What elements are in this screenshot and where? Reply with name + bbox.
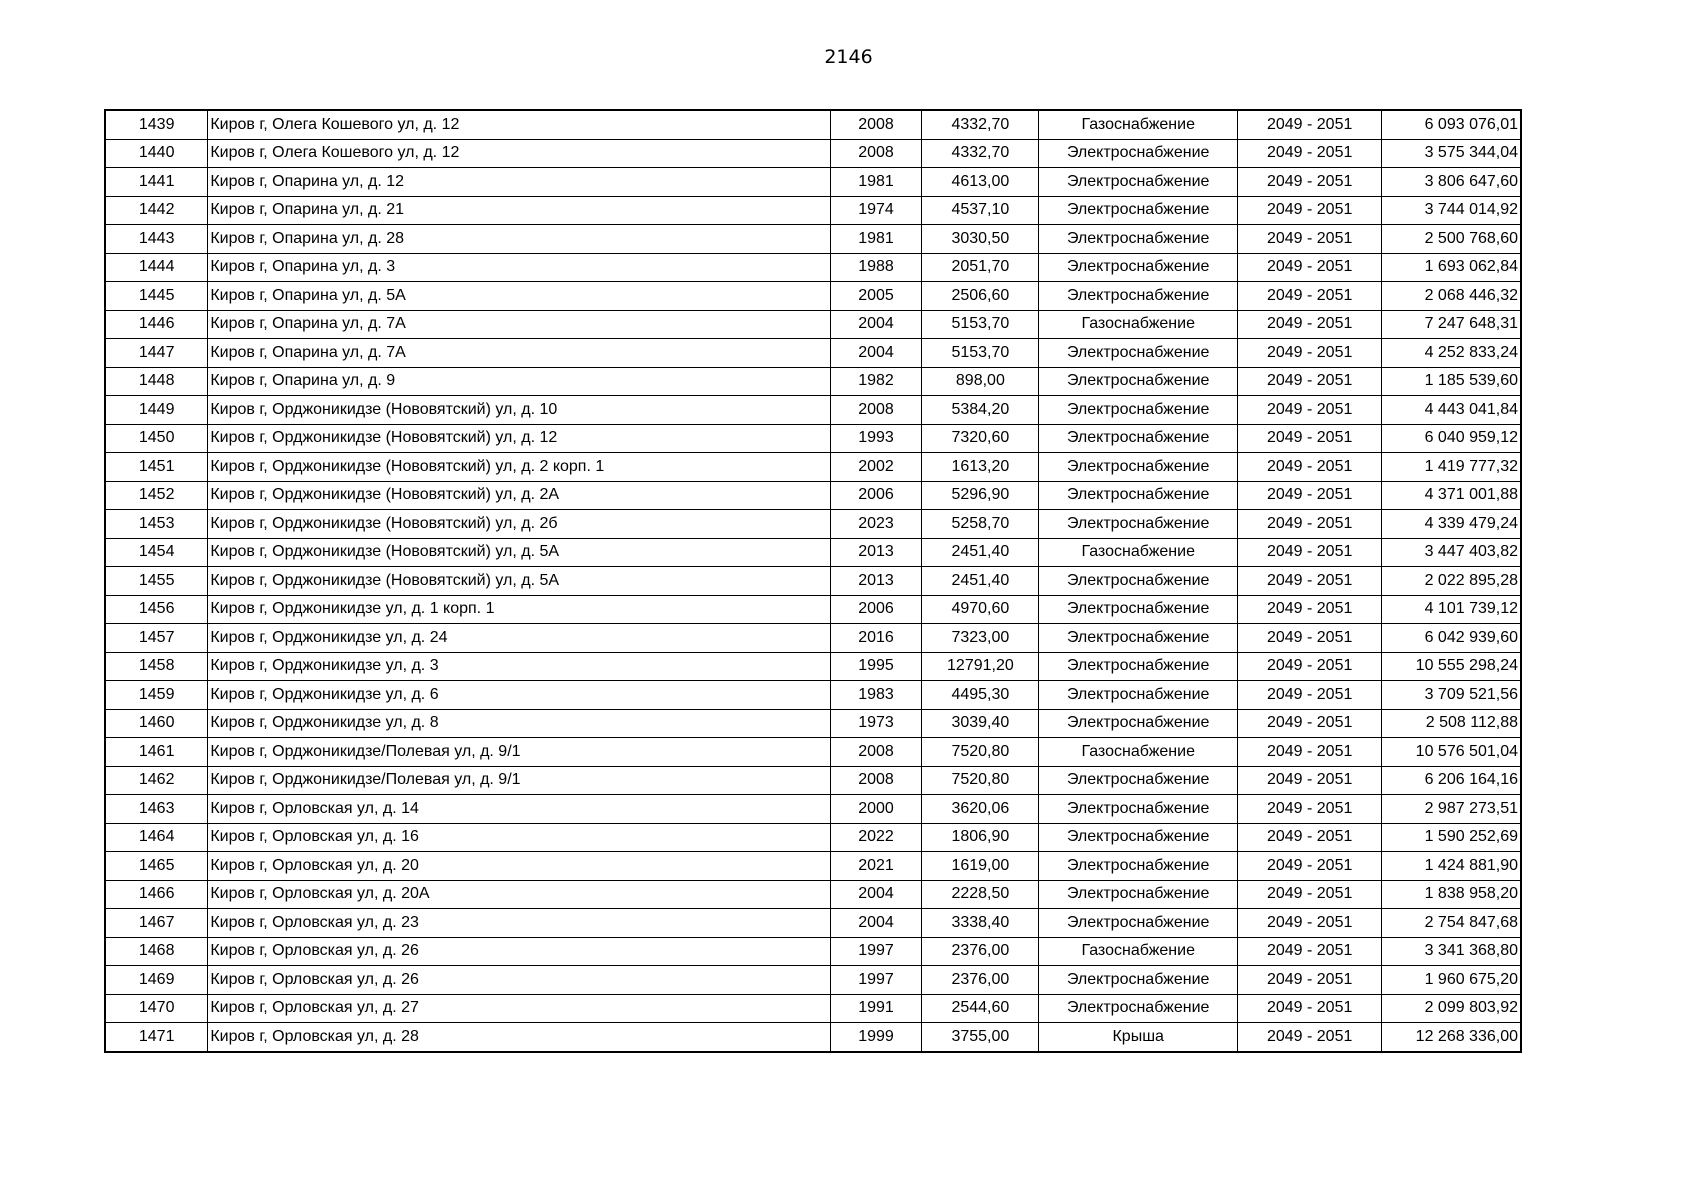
repair-schedule-table	[104, 109, 1522, 1053]
period-cell: 2049 - 2051	[1238, 339, 1382, 368]
table-row	[105, 453, 1521, 482]
address-cell: Киров г, Орловская ул, д. 20	[208, 852, 830, 881]
row-number-cell: 1441	[105, 168, 208, 197]
table-row	[105, 510, 1521, 539]
table-row	[105, 823, 1521, 852]
period-cell: 2049 - 2051	[1238, 510, 1382, 539]
table-row	[105, 766, 1521, 795]
area-cell: 898,00	[922, 367, 1039, 396]
address-cell: Киров г, Орловская ул, д. 27	[208, 994, 830, 1023]
year-cell: 2008	[830, 396, 922, 425]
table-row	[105, 424, 1521, 453]
work-type-cell: Электроснабжение	[1039, 396, 1238, 425]
row-number-cell: 1451	[105, 453, 208, 482]
work-type-cell: Электроснабжение	[1039, 852, 1238, 881]
work-type-cell: Электроснабжение	[1039, 567, 1238, 596]
year-cell: 2008	[830, 738, 922, 767]
work-type-cell: Электроснабжение	[1039, 624, 1238, 653]
year-cell: 1981	[830, 168, 922, 197]
cost-cell: 2 987 273,51	[1382, 795, 1521, 824]
cost-cell: 6 206 164,16	[1382, 766, 1521, 795]
address-cell: Киров г, Орловская ул, д. 28	[208, 1023, 830, 1052]
area-cell: 1806,90	[922, 823, 1039, 852]
address-cell: Киров г, Орджоникидзе ул, д. 8	[208, 709, 830, 738]
period-cell: 2049 - 2051	[1238, 396, 1382, 425]
year-cell: 1997	[830, 966, 922, 995]
table-row	[105, 367, 1521, 396]
address-cell: Киров г, Опарина ул, д. 28	[208, 225, 830, 254]
cost-cell: 4 371 001,88	[1382, 481, 1521, 510]
year-cell: 1993	[830, 424, 922, 453]
row-number-cell: 1455	[105, 567, 208, 596]
area-cell: 5258,70	[922, 510, 1039, 539]
year-cell: 2000	[830, 795, 922, 824]
address-cell: Киров г, Опарина ул, д. 7А	[208, 339, 830, 368]
period-cell: 2049 - 2051	[1238, 766, 1382, 795]
table-row	[105, 937, 1521, 966]
period-cell: 2049 - 2051	[1238, 738, 1382, 767]
area-cell: 2228,50	[922, 880, 1039, 909]
area-cell: 3755,00	[922, 1023, 1039, 1052]
period-cell: 2049 - 2051	[1238, 880, 1382, 909]
work-type-cell: Электроснабжение	[1039, 424, 1238, 453]
row-number-cell: 1458	[105, 652, 208, 681]
cost-cell: 2 022 895,28	[1382, 567, 1521, 596]
work-type-cell: Электроснабжение	[1039, 909, 1238, 938]
area-cell: 4332,70	[922, 110, 1039, 139]
period-cell: 2049 - 2051	[1238, 253, 1382, 282]
area-cell: 5384,20	[922, 396, 1039, 425]
address-cell: Киров г, Орджоникидзе ул, д. 24	[208, 624, 830, 653]
address-cell: Киров г, Орджоникидзе (Нововятский) ул, д. 5А	[208, 538, 830, 567]
period-cell: 2049 - 2051	[1238, 139, 1382, 168]
row-number-cell: 1442	[105, 196, 208, 225]
year-cell: 2004	[830, 339, 922, 368]
row-number-cell: 1449	[105, 396, 208, 425]
cost-cell: 2 099 803,92	[1382, 994, 1521, 1023]
table-row	[105, 282, 1521, 311]
row-number-cell: 1447	[105, 339, 208, 368]
area-cell: 2051,70	[922, 253, 1039, 282]
area-cell: 3620,06	[922, 795, 1039, 824]
table-row	[105, 709, 1521, 738]
address-cell: Киров г, Опарина ул, д. 12	[208, 168, 830, 197]
address-cell: Киров г, Опарина ул, д. 5А	[208, 282, 830, 311]
work-type-cell: Электроснабжение	[1039, 282, 1238, 311]
cost-cell: 1 185 539,60	[1382, 367, 1521, 396]
period-cell: 2049 - 2051	[1238, 937, 1382, 966]
table-row	[105, 110, 1521, 139]
work-type-cell: Электроснабжение	[1039, 795, 1238, 824]
table-row	[105, 624, 1521, 653]
row-number-cell: 1471	[105, 1023, 208, 1052]
page-number: 2146	[824, 46, 873, 68]
area-cell: 4537,10	[922, 196, 1039, 225]
work-type-cell: Электроснабжение	[1039, 681, 1238, 710]
cost-cell: 3 744 014,92	[1382, 196, 1521, 225]
work-type-cell: Электроснабжение	[1039, 139, 1238, 168]
table-row	[105, 225, 1521, 254]
year-cell: 1995	[830, 652, 922, 681]
row-number-cell: 1460	[105, 709, 208, 738]
period-cell: 2049 - 2051	[1238, 453, 1382, 482]
address-cell: Киров г, Орджоникидзе ул, д. 6	[208, 681, 830, 710]
row-number-cell: 1450	[105, 424, 208, 453]
period-cell: 2049 - 2051	[1238, 709, 1382, 738]
period-cell: 2049 - 2051	[1238, 110, 1382, 139]
area-cell: 2506,60	[922, 282, 1039, 311]
row-number-cell: 1459	[105, 681, 208, 710]
year-cell: 2004	[830, 909, 922, 938]
year-cell: 2016	[830, 624, 922, 653]
table-row	[105, 139, 1521, 168]
row-number-cell: 1467	[105, 909, 208, 938]
period-cell: 2049 - 2051	[1238, 852, 1382, 881]
address-cell: Киров г, Орловская ул, д. 14	[208, 795, 830, 824]
area-cell: 2376,00	[922, 937, 1039, 966]
row-number-cell: 1462	[105, 766, 208, 795]
period-cell: 2049 - 2051	[1238, 282, 1382, 311]
work-type-cell: Электроснабжение	[1039, 453, 1238, 482]
period-cell: 2049 - 2051	[1238, 196, 1382, 225]
cost-cell: 1 838 958,20	[1382, 880, 1521, 909]
period-cell: 2049 - 2051	[1238, 795, 1382, 824]
area-cell: 7520,80	[922, 766, 1039, 795]
row-number-cell: 1469	[105, 966, 208, 995]
table-row	[105, 795, 1521, 824]
cost-cell: 4 443 041,84	[1382, 396, 1521, 425]
table-row	[105, 310, 1521, 339]
cost-cell: 10 555 298,24	[1382, 652, 1521, 681]
cost-cell: 7 247 648,31	[1382, 310, 1521, 339]
address-cell: Киров г, Орджоникидзе ул, д. 1 корп. 1	[208, 595, 830, 624]
row-number-cell: 1440	[105, 139, 208, 168]
period-cell: 2049 - 2051	[1238, 652, 1382, 681]
cost-cell: 10 576 501,04	[1382, 738, 1521, 767]
row-number-cell: 1457	[105, 624, 208, 653]
cost-cell: 3 447 403,82	[1382, 538, 1521, 567]
year-cell: 1991	[830, 994, 922, 1023]
table-row	[105, 1023, 1521, 1052]
year-cell: 2006	[830, 481, 922, 510]
period-cell: 2049 - 2051	[1238, 367, 1382, 396]
year-cell: 2004	[830, 880, 922, 909]
period-cell: 2049 - 2051	[1238, 538, 1382, 567]
table-row	[105, 168, 1521, 197]
area-cell: 2451,40	[922, 538, 1039, 567]
year-cell: 1999	[830, 1023, 922, 1052]
year-cell: 2002	[830, 453, 922, 482]
period-cell: 2049 - 2051	[1238, 567, 1382, 596]
year-cell: 2006	[830, 595, 922, 624]
cost-cell: 1 693 062,84	[1382, 253, 1521, 282]
row-number-cell: 1452	[105, 481, 208, 510]
area-cell: 12791,20	[922, 652, 1039, 681]
year-cell: 2013	[830, 567, 922, 596]
cost-cell: 3 341 368,80	[1382, 937, 1521, 966]
cost-cell: 4 101 739,12	[1382, 595, 1521, 624]
period-cell: 2049 - 2051	[1238, 994, 1382, 1023]
work-type-cell: Электроснабжение	[1039, 225, 1238, 254]
area-cell: 1619,00	[922, 852, 1039, 881]
table-row	[105, 481, 1521, 510]
row-number-cell: 1439	[105, 110, 208, 139]
work-type-cell: Газоснабжение	[1039, 110, 1238, 139]
table-row	[105, 595, 1521, 624]
work-type-cell: Газоснабжение	[1039, 937, 1238, 966]
work-type-cell: Электроснабжение	[1039, 367, 1238, 396]
work-type-cell: Электроснабжение	[1039, 510, 1238, 539]
table-row	[105, 396, 1521, 425]
row-number-cell: 1465	[105, 852, 208, 881]
row-number-cell: 1444	[105, 253, 208, 282]
row-number-cell: 1445	[105, 282, 208, 311]
table-row	[105, 196, 1521, 225]
cost-cell: 1 960 675,20	[1382, 966, 1521, 995]
address-cell: Киров г, Опарина ул, д. 7А	[208, 310, 830, 339]
table-row	[105, 567, 1521, 596]
table-row	[105, 909, 1521, 938]
area-cell: 4332,70	[922, 139, 1039, 168]
year-cell: 1988	[830, 253, 922, 282]
address-cell: Киров г, Орджоникидзе (Нововятский) ул, д. 2 корп. 1	[208, 453, 830, 482]
work-type-cell: Электроснабжение	[1039, 823, 1238, 852]
year-cell: 2013	[830, 538, 922, 567]
year-cell: 1973	[830, 709, 922, 738]
cost-cell: 4 252 833,24	[1382, 339, 1521, 368]
period-cell: 2049 - 2051	[1238, 481, 1382, 510]
cost-cell: 2 068 446,32	[1382, 282, 1521, 311]
area-cell: 2544,60	[922, 994, 1039, 1023]
work-type-cell: Газоснабжение	[1039, 738, 1238, 767]
address-cell: Киров г, Олега Кошевого ул, д. 12	[208, 139, 830, 168]
table-row	[105, 966, 1521, 995]
year-cell: 2004	[830, 310, 922, 339]
address-cell: Киров г, Орджоникидзе (Нововятский) ул, д. 10	[208, 396, 830, 425]
cost-cell: 6 042 939,60	[1382, 624, 1521, 653]
period-cell: 2049 - 2051	[1238, 1023, 1382, 1052]
table-row	[105, 994, 1521, 1023]
row-number-cell: 1446	[105, 310, 208, 339]
table-row	[105, 652, 1521, 681]
table-body	[105, 110, 1521, 1052]
work-type-cell: Электроснабжение	[1039, 652, 1238, 681]
work-type-cell: Газоснабжение	[1039, 538, 1238, 567]
address-cell: Киров г, Орджоникидзе (Нововятский) ул, д. 12	[208, 424, 830, 453]
row-number-cell: 1443	[105, 225, 208, 254]
address-cell: Киров г, Орджоникидзе (Нововятский) ул, д. 2А	[208, 481, 830, 510]
area-cell: 2376,00	[922, 966, 1039, 995]
cost-cell: 2 754 847,68	[1382, 909, 1521, 938]
year-cell: 1983	[830, 681, 922, 710]
year-cell: 2008	[830, 139, 922, 168]
work-type-cell: Крыша	[1039, 1023, 1238, 1052]
area-cell: 7323,00	[922, 624, 1039, 653]
row-number-cell: 1463	[105, 795, 208, 824]
table-row	[105, 538, 1521, 567]
area-cell: 3030,50	[922, 225, 1039, 254]
area-cell: 7520,80	[922, 738, 1039, 767]
row-number-cell: 1461	[105, 738, 208, 767]
year-cell: 2021	[830, 852, 922, 881]
area-cell: 5296,90	[922, 481, 1039, 510]
year-cell: 1981	[830, 225, 922, 254]
work-type-cell: Электроснабжение	[1039, 481, 1238, 510]
cost-cell: 1 590 252,69	[1382, 823, 1521, 852]
year-cell: 2005	[830, 282, 922, 311]
area-cell: 3338,40	[922, 909, 1039, 938]
work-type-cell: Электроснабжение	[1039, 766, 1238, 795]
cost-cell: 3 709 521,56	[1382, 681, 1521, 710]
address-cell: Киров г, Орловская ул, д. 26	[208, 937, 830, 966]
table-row	[105, 339, 1521, 368]
cost-cell: 2 508 112,88	[1382, 709, 1521, 738]
address-cell: Киров г, Орловская ул, д. 20А	[208, 880, 830, 909]
address-cell: Киров г, Орджоникидзе/Полевая ул, д. 9/1	[208, 766, 830, 795]
cost-cell: 1 419 777,32	[1382, 453, 1521, 482]
row-number-cell: 1456	[105, 595, 208, 624]
area-cell: 1613,20	[922, 453, 1039, 482]
period-cell: 2049 - 2051	[1238, 624, 1382, 653]
address-cell: Киров г, Орловская ул, д. 23	[208, 909, 830, 938]
table-row	[105, 852, 1521, 881]
address-cell: Киров г, Опарина ул, д. 9	[208, 367, 830, 396]
address-cell: Киров г, Опарина ул, д. 21	[208, 196, 830, 225]
work-type-cell: Электроснабжение	[1039, 994, 1238, 1023]
address-cell: Киров г, Опарина ул, д. 3	[208, 253, 830, 282]
period-cell: 2049 - 2051	[1238, 823, 1382, 852]
period-cell: 2049 - 2051	[1238, 168, 1382, 197]
cost-cell: 2 500 768,60	[1382, 225, 1521, 254]
area-cell: 5153,70	[922, 310, 1039, 339]
year-cell: 2008	[830, 766, 922, 795]
work-type-cell: Электроснабжение	[1039, 339, 1238, 368]
table-row	[105, 681, 1521, 710]
period-cell: 2049 - 2051	[1238, 681, 1382, 710]
address-cell: Киров г, Орджоникидзе/Полевая ул, д. 9/1	[208, 738, 830, 767]
area-cell: 2451,40	[922, 567, 1039, 596]
work-type-cell: Электроснабжение	[1039, 196, 1238, 225]
area-cell: 4613,00	[922, 168, 1039, 197]
area-cell: 5153,70	[922, 339, 1039, 368]
address-cell: Киров г, Олега Кошевого ул, д. 12	[208, 110, 830, 139]
row-number-cell: 1464	[105, 823, 208, 852]
area-cell: 7320,60	[922, 424, 1039, 453]
year-cell: 1997	[830, 937, 922, 966]
work-type-cell: Электроснабжение	[1039, 595, 1238, 624]
cost-cell: 3 575 344,04	[1382, 139, 1521, 168]
work-type-cell: Газоснабжение	[1039, 310, 1238, 339]
table-row	[105, 253, 1521, 282]
work-type-cell: Электроснабжение	[1039, 709, 1238, 738]
year-cell: 2022	[830, 823, 922, 852]
work-type-cell: Электроснабжение	[1039, 253, 1238, 282]
year-cell: 2008	[830, 110, 922, 139]
row-number-cell: 1466	[105, 880, 208, 909]
cost-cell: 6 093 076,01	[1382, 110, 1521, 139]
period-cell: 2049 - 2051	[1238, 595, 1382, 624]
row-number-cell: 1470	[105, 994, 208, 1023]
address-cell: Киров г, Орловская ул, д. 26	[208, 966, 830, 995]
address-cell: Киров г, Орджоникидзе ул, д. 3	[208, 652, 830, 681]
work-type-cell: Электроснабжение	[1039, 966, 1238, 995]
address-cell: Киров г, Орджоникидзе (Нововятский) ул, д. 5А	[208, 567, 830, 596]
row-number-cell: 1468	[105, 937, 208, 966]
work-type-cell: Электроснабжение	[1039, 168, 1238, 197]
year-cell: 1982	[830, 367, 922, 396]
period-cell: 2049 - 2051	[1238, 310, 1382, 339]
row-number-cell: 1454	[105, 538, 208, 567]
row-number-cell: 1453	[105, 510, 208, 539]
period-cell: 2049 - 2051	[1238, 966, 1382, 995]
area-cell: 4970,60	[922, 595, 1039, 624]
address-cell: Киров г, Орджоникидзе (Нововятский) ул, д. 2б	[208, 510, 830, 539]
cost-cell: 6 040 959,12	[1382, 424, 1521, 453]
table-row	[105, 738, 1521, 767]
cost-cell: 4 339 479,24	[1382, 510, 1521, 539]
period-cell: 2049 - 2051	[1238, 424, 1382, 453]
table-row	[105, 880, 1521, 909]
period-cell: 2049 - 2051	[1238, 909, 1382, 938]
year-cell: 2023	[830, 510, 922, 539]
area-cell: 4495,30	[922, 681, 1039, 710]
cost-cell: 3 806 647,60	[1382, 168, 1521, 197]
cost-cell: 1 424 881,90	[1382, 852, 1521, 881]
cost-cell: 12 268 336,00	[1382, 1023, 1521, 1052]
address-cell: Киров г, Орловская ул, д. 16	[208, 823, 830, 852]
area-cell: 3039,40	[922, 709, 1039, 738]
work-type-cell: Электроснабжение	[1039, 880, 1238, 909]
row-number-cell: 1448	[105, 367, 208, 396]
year-cell: 1974	[830, 196, 922, 225]
period-cell: 2049 - 2051	[1238, 225, 1382, 254]
